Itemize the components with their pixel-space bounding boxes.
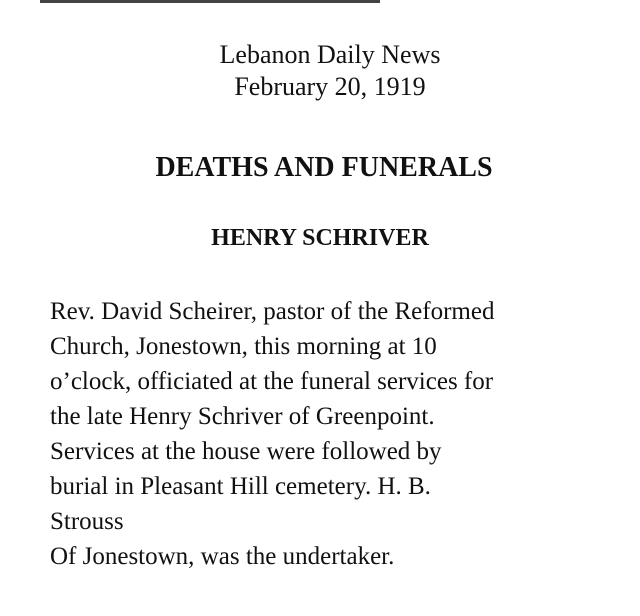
obituary-line: burial in Pleasant Hill cemetery. H. B. (50, 473, 431, 500)
publication-date: February 20, 1919 (234, 72, 426, 101)
obituary-body (50, 294, 610, 574)
obituary-line: Services at the house were followed by (50, 438, 442, 465)
obituary-line: the late Henry Schriver of Greenpoint. (50, 403, 435, 430)
top-rule (40, 0, 380, 3)
newspaper-name: Lebanon Daily News (219, 40, 441, 69)
obituary-line: Church, Jonestown, this morning at 10 (50, 333, 437, 360)
obituary-line: Strouss (50, 508, 124, 535)
obituary-line: Rev. David Scheirer, pastor of the Reformed (50, 298, 495, 325)
obituary-line: Of Jonestown, was the undertaker. (50, 543, 395, 570)
section-title: DEATHS AND FUNERALS (155, 152, 493, 183)
obituary-name: HENRY SCHRIVER (211, 225, 429, 251)
obituary-line: o’clock, officiated at the funeral services for (50, 368, 494, 395)
